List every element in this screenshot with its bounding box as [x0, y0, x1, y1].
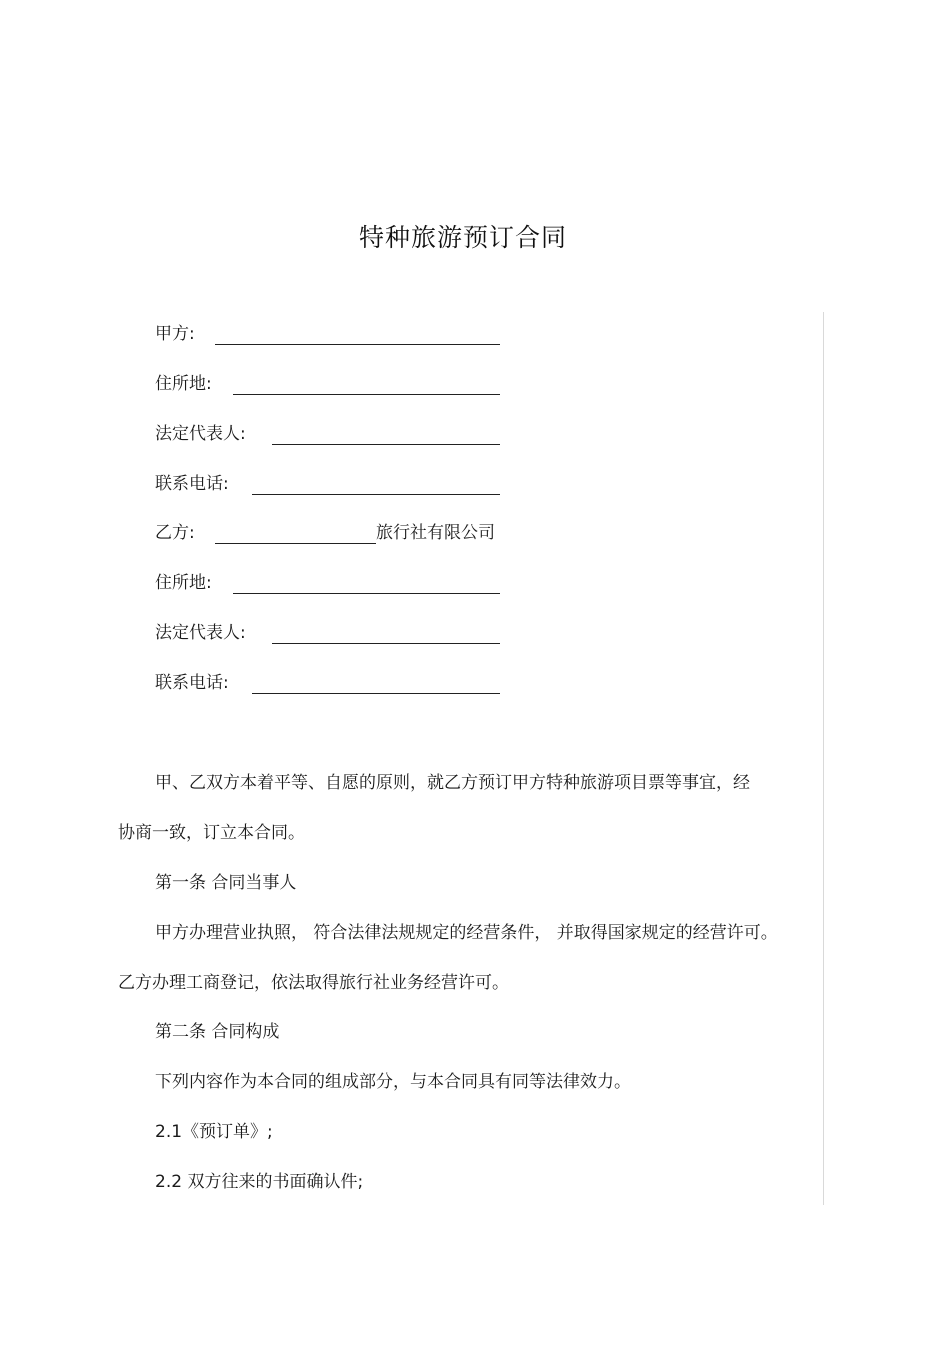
article-1-para-1: 甲方办理营业执照， 符合法律法规规定的经营条件， 并取得国家规定的经营许可。: [155, 923, 778, 943]
party-a-rep-label: 法定代表人:: [155, 424, 246, 444]
party-b-phone-label: 联系电话:: [155, 673, 229, 693]
party-a-phone-label: 联系电话:: [155, 474, 229, 494]
document-title: 特种旅游预订合同: [358, 223, 567, 252]
party-b-address-blank[interactable]: [233, 593, 500, 594]
party-b-rep-blank[interactable]: [272, 643, 500, 644]
party-b-name-suffix: 旅行社有限公司: [376, 523, 495, 543]
article-2-title: 第二条 合同构成: [155, 1022, 280, 1042]
party-a-address-label: 住所地:: [155, 374, 212, 394]
item-2-2: 2.2 双方往来的书面确认件;: [155, 1172, 364, 1192]
party-b-phone-field: [155, 671, 229, 695]
party-b-rep-label: 法定代表人:: [155, 623, 246, 643]
party-b-phone-blank[interactable]: [252, 693, 500, 694]
page-edge-rule: [823, 312, 824, 1205]
party-a-name-label: 甲方:: [155, 324, 195, 344]
party-b-rep-field: [155, 621, 246, 645]
party-a-name-blank[interactable]: [215, 344, 500, 345]
intro-line-1: 甲、乙双方本着平等、自愿的原则，就乙方预订甲方特种旅游项目票等事宜，经: [155, 773, 750, 793]
party-b-address-label: 住所地:: [155, 573, 212, 593]
party-b-name-field: [155, 521, 495, 545]
article-2-para-1: 下列内容作为本合同的组成部分，与本合同具有同等法律效力。: [155, 1072, 631, 1092]
party-a-rep-field: [155, 422, 246, 446]
party-a-phone-field: [155, 472, 229, 496]
party-a-rep-blank[interactable]: [272, 444, 500, 445]
party-a-address-blank[interactable]: [233, 394, 500, 395]
article-1-title: 第一条 合同当事人: [155, 873, 297, 893]
party-b-name-label: 乙方:: [155, 523, 195, 543]
party-a-phone-blank[interactable]: [252, 494, 500, 495]
item-2-1: 2.1《预订单》;: [155, 1122, 273, 1142]
party-a-name-field: [155, 322, 195, 346]
article-1-para-2: 乙方办理工商登记，依法取得旅行社业务经营许可。: [118, 973, 509, 993]
party-a-address-field: [155, 372, 212, 396]
party-b-address-field: [155, 571, 212, 595]
intro-line-2: 协商一致，订立本合同。: [118, 823, 305, 843]
party-b-name-blank[interactable]: [215, 543, 376, 544]
